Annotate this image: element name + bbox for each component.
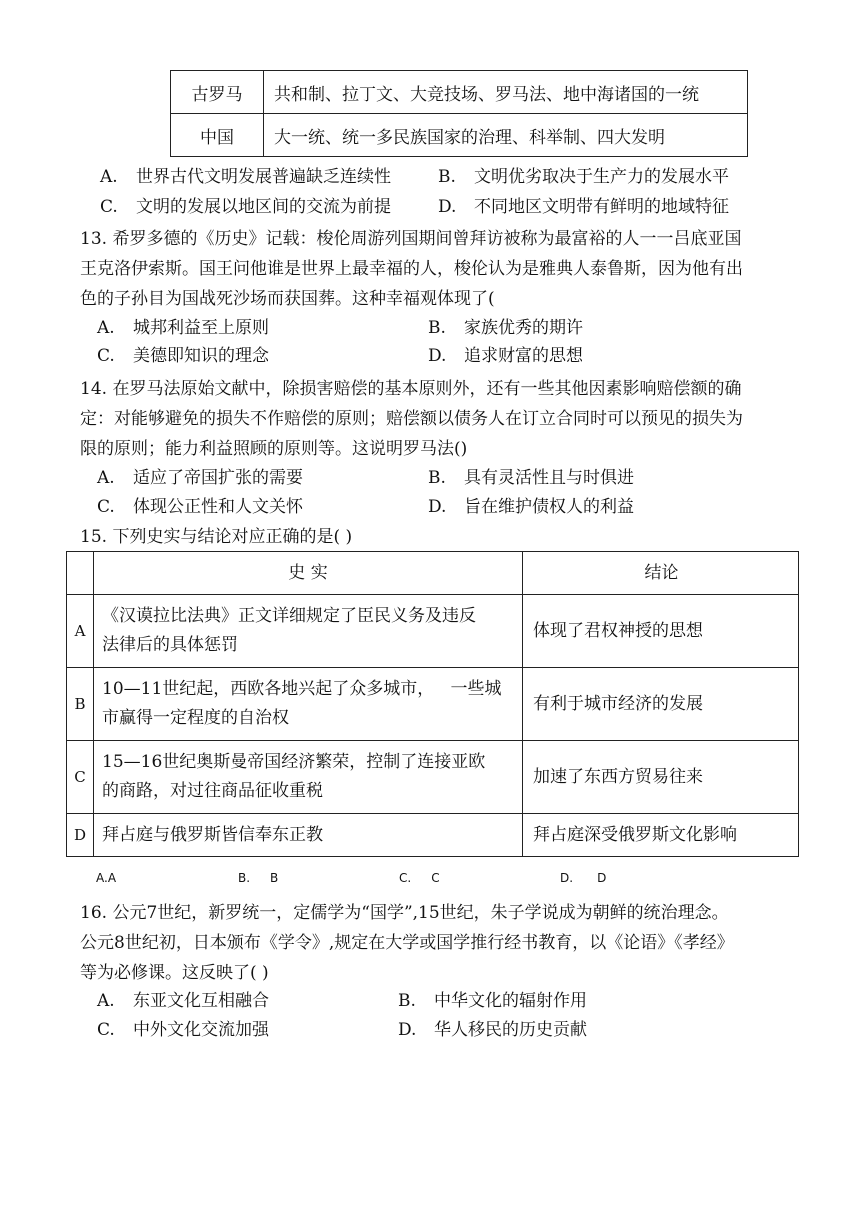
q14-stem-line: 限的原则；能力利益照顾的原则等。这说明罗马法() (80, 439, 468, 459)
table-key: 中国 (171, 114, 264, 157)
q13-option-c: C. 美德即知识的理念 (97, 346, 269, 366)
q12-option-d: D. 不同地区文明带有鲜明的地域特征 (438, 197, 729, 217)
q13-option-d: D. 追求财富的思想 (428, 346, 583, 366)
table-value: 大一统、统一多民族国家的治理、科举制、四大发明 (264, 114, 748, 157)
q12-option-a: A. 世界古代文明发展普遍缺乏连续性 (100, 167, 391, 187)
q15-table (66, 551, 799, 857)
q15-option-c: C. C (399, 871, 440, 885)
row-label: A (67, 595, 94, 668)
table-row (67, 595, 799, 668)
q16-option-b: B. 中华文化的辐射作用 (398, 991, 587, 1011)
header-conclusion: 结论 (523, 552, 799, 595)
q14-stem-line: 14. 在罗马法原始文献中，除损害赔偿的基本原则外，还有一些其他因素影响赔偿额的确 (80, 379, 742, 399)
q14-option-d: D. 旨在维护债权人的利益 (428, 497, 634, 517)
q12-option-b: B. 文明优劣取决于生产力的发展水平 (438, 167, 729, 187)
q15-option-d: D. D (560, 871, 607, 885)
q14-stem-line: 定：对能够避免的损失不作赔偿的原则；赔偿额以债务人在订立合同时可以预见的损失为 (80, 409, 743, 429)
row-conclusion: 有利于城市经济的发展 (523, 668, 799, 741)
q16-option-a: A. 东亚文化互相融合 (97, 991, 269, 1011)
table-row (171, 71, 748, 114)
q16-stem-line: 16. 公元7世纪，新罗统一，定儒学为“国学”,15世纪，朱子学说成为朝鲜的统治理念。 (80, 903, 729, 923)
q15-stem: 15. 下列史实与结论对应正确的是( ) (80, 527, 353, 547)
q14-option-a: A. 适应了帝国扩张的需要 (97, 468, 303, 488)
row-fact: 15—16世纪奥斯曼帝国经济繁荣，控制了连接亚欧 的商路，对过往商品征收重税 (94, 741, 523, 814)
row-fact: 《汉谟拉比法典》正文详细规定了臣民义务及违反 法律后的具体惩罚 (94, 595, 523, 668)
q13-option-b: B. 家族优秀的期许 (428, 318, 583, 338)
header-blank (67, 552, 94, 595)
q12-option-c: C. 文明的发展以地区间的交流为前提 (100, 197, 391, 217)
row-label: D (67, 814, 94, 857)
q16-stem-line: 等为必修课。这反映了( ) (80, 963, 269, 983)
row-conclusion: 体现了君权神授的思想 (523, 595, 799, 668)
table-header-row (67, 552, 799, 595)
q13-stem-line: 色的子孙目为国战死沙场而获国葬。这种幸福观体现了( (80, 289, 495, 309)
q16-option-d: D. 华人移民的历史贡献 (398, 1020, 587, 1040)
table-value: 共和制、拉丁文、大竞技场、罗马法、地中海诸国的一统 (264, 71, 748, 114)
q13-option-a: A. 城邦利益至上原则 (97, 318, 269, 338)
q14-option-b: B. 具有灵活性且与时俱进 (428, 468, 634, 488)
q16-option-c: C. 中外文化交流加强 (97, 1020, 269, 1040)
row-conclusion: 拜占庭深受俄罗斯文化影响 (523, 814, 799, 857)
row-label: B (67, 668, 94, 741)
row-label: C (67, 741, 94, 814)
table-row (171, 114, 748, 157)
table-key: 古罗马 (171, 71, 264, 114)
table-row (67, 668, 799, 741)
table-row (67, 814, 799, 857)
header-fact: 史 实 (94, 552, 523, 595)
q15-option-b: B. B (238, 871, 279, 885)
q13-stem-line: 13. 希罗多德的《历史》记载：梭伦周游列国期间曾拜访被称为最富裕的人一一吕底亚国 (80, 229, 742, 249)
q15-option-a: A.A (96, 871, 117, 885)
row-fact: 拜占庭与俄罗斯皆信奉东正教 (94, 814, 523, 857)
civilization-table (170, 70, 748, 157)
q13-stem-line: 王克洛伊索斯。国王问他谁是世界上最幸福的人，梭伦认为是雅典人泰鲁斯，因为他有出 (80, 259, 743, 279)
table-row (67, 741, 799, 814)
row-conclusion: 加速了东西方贸易往来 (523, 741, 799, 814)
row-fact: 10—11世纪起，西欧各地兴起了众多城市， 一些城 市赢得一定程度的自治权 (94, 668, 523, 741)
q16-stem-line: 公元8世纪初，日本颁布《学令》,规定在大学或国学推行经书教育，以《论语》《孝经》 (80, 933, 734, 953)
q14-option-c: C. 体现公正性和人文关怀 (97, 497, 303, 517)
